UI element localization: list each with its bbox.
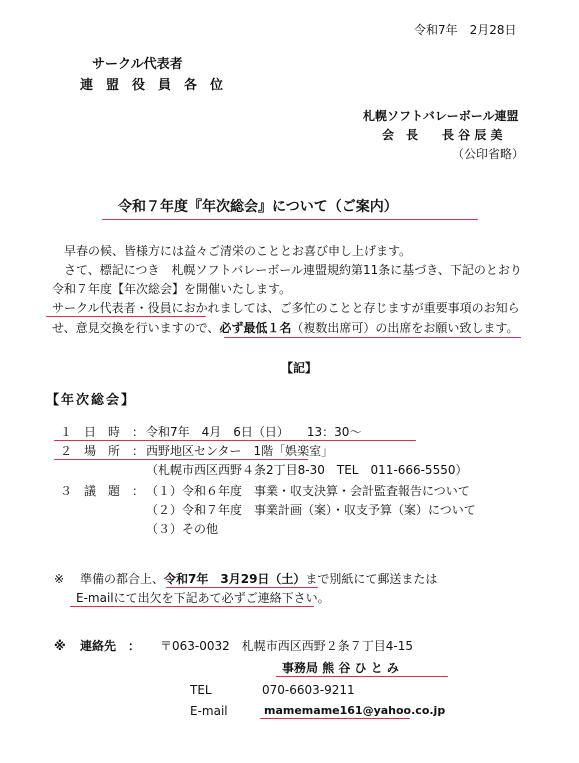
- venue-underline: [54, 459, 308, 460]
- item-agenda-label: ３ 議 題 ：: [60, 484, 145, 498]
- item-venue-address: （札幌市西区西野４条2丁目8-30 TEL 011-666-5550）: [146, 463, 468, 477]
- reps-underline: [46, 316, 206, 317]
- contact-label: 連絡先 ：: [80, 639, 141, 653]
- section-title: 【年次総会】: [46, 393, 137, 408]
- contact-office: 事務局 熊 谷 ひ と み: [282, 661, 399, 675]
- item-venue-value: 西野地区センター 1階「娯楽室」: [146, 444, 334, 458]
- contact-email-label: E-mail: [190, 704, 228, 718]
- document-title: 令和７年度『年次総会』について（ご案内）: [118, 199, 398, 215]
- item-datetime-label: １ 日 時 ：: [60, 425, 145, 439]
- note-line-1-pre: 準備の都合上、: [80, 572, 165, 586]
- title-underline: [102, 219, 478, 220]
- body-paragraph-3b: [52, 320, 518, 336]
- attendance-underline: [224, 337, 521, 338]
- deadline-underline: [166, 587, 318, 588]
- ki-heading: 【記】: [281, 361, 318, 375]
- sender-org: 札幌ソフトバレーボール連盟: [363, 109, 519, 123]
- body-paragraph-3a-rest: におかれましては、ご多忙のことと存じますが重要事項のお知ら: [171, 301, 520, 315]
- document-date: 令和7年 2月28日: [414, 23, 517, 37]
- body-paragraph-2a: さて、標記につき 札幌ソフトバレーボール連盟規約第11条に基づき、下記のとおり: [64, 263, 522, 277]
- body-paragraph-1: 早春の候、皆様方には益々ご清栄のこととお喜び申し上げます。: [64, 244, 412, 258]
- note-line-2: E-mailにて出欠を下記あて必ずご連絡下さい。: [76, 591, 330, 605]
- contact-tel: 070-6603-9211: [262, 683, 355, 697]
- body-paragraph-2b: 令和７年度【年次総会】を開催いたします。: [52, 282, 292, 296]
- sender-president: 会 長 長 谷 辰 美: [382, 128, 503, 142]
- agenda-item-1: （１）令和６年度 事業・収支決算・会計監査報告について: [146, 484, 470, 498]
- agenda-item-2: （２）令和７年度 事業計画（案）・収支予算（案）について: [146, 503, 476, 517]
- recipient-line-2: 連 盟 役 員 各 位: [80, 78, 224, 93]
- emphasis-circle-reps: サークル代表者・役員: [52, 301, 172, 315]
- seal-note: （公印省略）: [452, 147, 525, 161]
- body-paragraph-3b-pre: せ、意見交換を行いますので、: [52, 321, 220, 335]
- contact-address: 〒063-0032 札幌市西区西野２条７丁目4-15: [160, 639, 414, 653]
- deadline-date: 令和7年 3月29日（土）: [164, 572, 306, 586]
- email-note-underline: [70, 606, 314, 607]
- recipient-line-1: サークル代表者: [92, 57, 183, 72]
- datetime-underline: [54, 440, 416, 441]
- email-underline: [260, 718, 410, 719]
- note-line-1: [80, 571, 437, 587]
- contact-tel-label: TEL: [190, 683, 212, 697]
- contact-email: mamemame161@yahoo.co.jp: [264, 704, 446, 717]
- body-paragraph-3a: [52, 300, 520, 316]
- emphasis-min-one: 必ず最低１名: [219, 321, 292, 335]
- note-line-1-post: まで別紙にて郵送または: [305, 572, 438, 586]
- item-venue-label: ２ 場 所 ：: [60, 444, 145, 458]
- note-mark: ※: [54, 572, 65, 586]
- emphasis-attendance: （複数出席可）の出席をお願い致します。: [291, 321, 519, 335]
- agenda-item-3: （３）その他: [146, 522, 219, 536]
- office-underline: [276, 676, 448, 677]
- item-datetime-value: 令和7年 4月 6日（日） 13：30～: [146, 425, 362, 439]
- contact-mark: ※: [54, 639, 66, 653]
